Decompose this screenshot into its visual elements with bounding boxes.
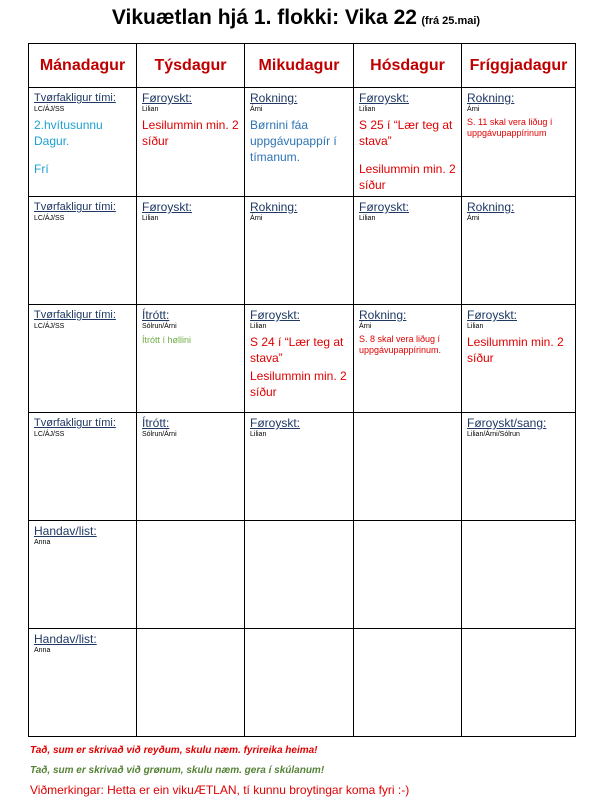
subject-label: Rokning: xyxy=(467,200,515,214)
schedule-cell xyxy=(354,305,462,413)
teacher-label: Árni xyxy=(250,106,263,113)
subject-label: Tvørfakligur tími: xyxy=(34,92,116,104)
subject-label: Handav/list: xyxy=(34,524,97,538)
schedule-cell xyxy=(137,305,245,413)
subject-label: Føroyskt: xyxy=(467,308,517,322)
schedule-row-6 xyxy=(29,629,576,737)
schedule-row-2 xyxy=(29,197,576,305)
schedule-cell xyxy=(29,521,137,629)
subject-label: Føroyskt: xyxy=(250,308,300,322)
subject-label: Føroyskt/sang: xyxy=(467,416,547,430)
teacher-label: Anna xyxy=(34,647,51,654)
schedule-row-5 xyxy=(29,521,576,629)
schedule-cell-empty xyxy=(245,629,354,737)
schedule-cell-empty xyxy=(354,521,462,629)
weekly-schedule-table xyxy=(28,43,576,737)
schedule-row-1 xyxy=(29,88,576,197)
schedule-cell xyxy=(245,88,354,197)
remarks-note: Viðmerkingar: Hetta er ein vikuÆTLAN, tí kunnu broytingar koma fyri :-) xyxy=(30,783,410,797)
subject-label: Føroyskt: xyxy=(250,416,300,430)
subject-label: Rokning: xyxy=(250,200,298,214)
day-header-thursday: Hósdagur xyxy=(354,44,462,88)
homework-note: S. 8 skal vera liðug í uppgávupappírinum. xyxy=(359,334,442,355)
schedule-cell-empty xyxy=(462,629,576,737)
schedule-cell-empty xyxy=(354,413,462,521)
school-note: Ítrótt í høllini xyxy=(142,335,192,345)
teacher-label: Sólrun/Árni xyxy=(142,431,177,438)
day-header-tuesday: Týsdagur xyxy=(137,44,245,88)
schedule-cell xyxy=(29,305,137,413)
schedule-cell xyxy=(29,413,137,521)
subject-label: Rokning: xyxy=(250,91,298,105)
schedule-cell-empty xyxy=(245,521,354,629)
schedule-cell-empty xyxy=(462,521,576,629)
teacher-label: Árni xyxy=(359,323,372,330)
schedule-row-4 xyxy=(29,413,576,521)
homework-note: Lesilummin min. 2 síður xyxy=(359,162,456,192)
teacher-label: Lilian xyxy=(250,431,267,438)
schedule-cell xyxy=(354,88,462,197)
teacher-label: Lilian/Árni/Sólrun xyxy=(467,431,520,438)
teacher-label: Árni xyxy=(467,106,480,113)
teacher-label: Sólrun/Árni xyxy=(142,323,177,330)
homework-note: Lesilummin min. 2 síður xyxy=(250,369,347,399)
homework-note: S 25 í “Lær teg at stava” xyxy=(359,118,453,148)
homework-note: S. 11 skal vera liðug í uppgávupappírinum xyxy=(467,117,553,138)
day-header-monday: Mánadagur xyxy=(29,44,137,88)
subject-label: Ítrótt: xyxy=(142,416,170,430)
schedule-cell xyxy=(29,197,137,305)
teacher-label: LC/ÁJ/SS xyxy=(34,106,65,113)
schedule-cell xyxy=(137,197,245,305)
legend-homework-note: Tað, sum er skrivað við reyðum, skulu næm. fyrireika heima! xyxy=(30,745,318,756)
schedule-cell xyxy=(462,305,576,413)
teacher-label: Lilian xyxy=(359,106,376,113)
subject-label: Føroyskt: xyxy=(142,200,192,214)
schedule-row-3 xyxy=(29,305,576,413)
schedule-cell xyxy=(137,413,245,521)
subject-label: Tvørfakligur tími: xyxy=(34,309,116,321)
subject-label: Føroyskt: xyxy=(142,91,192,105)
homework-note: Lesilummin min. 2 síður xyxy=(467,335,564,365)
teacher-label: LC/ÁJ/SS xyxy=(34,431,65,438)
homework-note: S 24 í “Lær teg at stava” xyxy=(250,335,344,365)
page-title xyxy=(0,6,592,30)
homework-note: Lesilummin min. 2 síður xyxy=(142,118,239,148)
schedule-cell-empty xyxy=(354,629,462,737)
subject-label: Ítrótt: xyxy=(142,308,170,322)
schedule-cell xyxy=(462,88,576,197)
subject-label: Tvørfakligur tími: xyxy=(34,201,116,213)
teacher-label: Lilian xyxy=(467,323,484,330)
holiday-note: Frí xyxy=(34,162,49,176)
teacher-label: Lilian xyxy=(359,215,376,222)
subject-label: Handav/list: xyxy=(34,632,97,646)
holiday-note: 2.hvítusunnu Dagur. xyxy=(34,118,103,148)
teacher-label: Lilian xyxy=(250,323,267,330)
subject-label: Rokning: xyxy=(467,91,515,105)
schedule-cell-empty xyxy=(137,521,245,629)
legend-school-note: Tað, sum er skrivað við grønum, skulu næm. gera í skúlanum! xyxy=(30,765,325,776)
teacher-label: Anna xyxy=(34,539,51,546)
teacher-label: Lilian xyxy=(142,106,159,113)
schedule-cell xyxy=(29,88,137,197)
teacher-label: Árni xyxy=(467,215,480,222)
schedule-cell xyxy=(354,197,462,305)
subject-label: Rokning: xyxy=(359,308,407,322)
day-header-friday: Fríggjadagur xyxy=(462,44,576,88)
schedule-cell xyxy=(245,197,354,305)
info-note: Børnini fáa uppgávupappír í tímanum. xyxy=(250,118,337,164)
day-header-row xyxy=(29,44,576,88)
title-date: (frá 25.mai) xyxy=(421,15,481,27)
schedule-cell-empty xyxy=(137,629,245,737)
teacher-label: Lilian xyxy=(142,215,159,222)
schedule-cell xyxy=(245,305,354,413)
schedule-cell xyxy=(462,197,576,305)
teacher-label: LC/ÁJ/SS xyxy=(34,215,65,222)
subject-label: Føroyskt: xyxy=(359,91,409,105)
schedule-cell xyxy=(462,413,576,521)
subject-label: Tvørfakligur tími: xyxy=(34,417,116,429)
subject-label: Føroyskt: xyxy=(359,200,409,214)
title-main: Vikuætlan hjá 1. flokki: Vika 22 xyxy=(111,6,417,29)
teacher-label: Árni xyxy=(250,215,263,222)
teacher-label: LC/ÁJ/SS xyxy=(34,323,65,330)
schedule-cell xyxy=(137,88,245,197)
schedule-cell xyxy=(29,629,137,737)
day-header-wednesday: Mikudagur xyxy=(245,44,354,88)
schedule-cell xyxy=(245,413,354,521)
